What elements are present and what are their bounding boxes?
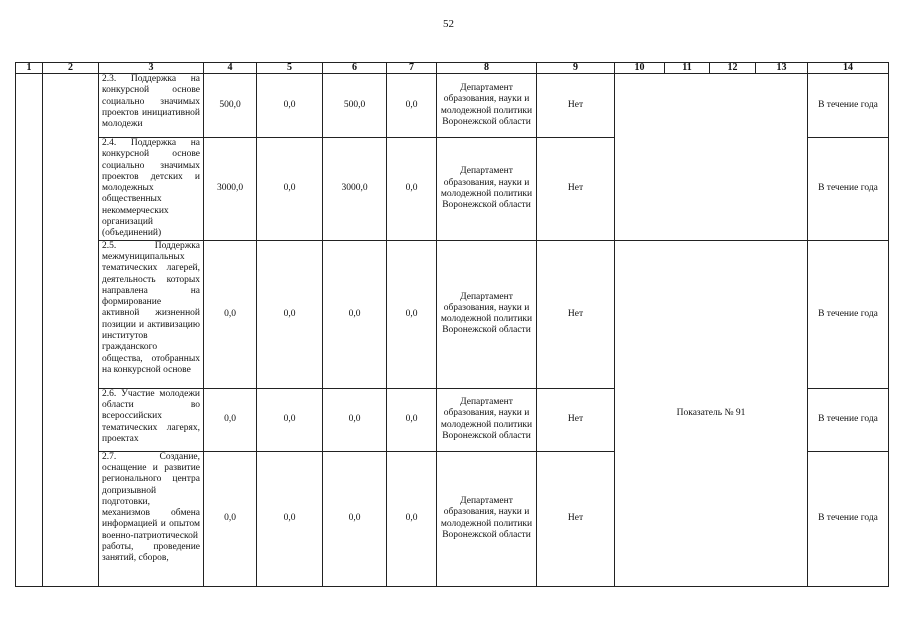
measure-description: 2.3. Поддержка на конкурсной основе социально значимых проектов инициативной молодежи (99, 74, 204, 138)
value-col7: 0,0 (387, 240, 437, 388)
header-cell: 7 (387, 63, 437, 74)
responsible-department: Департамент образования, науки и молодежной политики Воронежской области (437, 451, 537, 586)
term-cell: В течение года (808, 451, 889, 586)
value-col5: 0,0 (257, 74, 323, 138)
value-col6: 0,0 (323, 240, 387, 388)
indicator-cell: Показатель № 91 (615, 240, 808, 586)
table-header (16, 63, 889, 74)
measure-description: 2.4. Поддержка на конкурсной основе социально значимых проектов детских и молодежных общественных некоммерческих организаций (объединений) (99, 138, 204, 241)
header-cell: 3 (99, 63, 204, 74)
value-col5: 0,0 (257, 388, 323, 451)
col2-cell (43, 74, 99, 587)
measure-description: 2.6. Участие молодежи области во всероссийских тематических лагерях, проектах (99, 388, 204, 451)
value-col9: Нет (537, 74, 615, 138)
indicator-blank-cell (615, 74, 808, 241)
header-cell: 5 (257, 63, 323, 74)
program-table (15, 62, 889, 587)
value-col5: 0,0 (257, 138, 323, 241)
value-col6: 3000,0 (323, 138, 387, 241)
value-col9: Нет (537, 138, 615, 241)
header-cell: 6 (323, 63, 387, 74)
responsible-department: Департамент образования, науки и молодежной политики Воронежской области (437, 74, 537, 138)
value-col7: 0,0 (387, 388, 437, 451)
value-col6: 0,0 (323, 451, 387, 586)
value-col7: 0,0 (387, 451, 437, 586)
value-col7: 0,0 (387, 138, 437, 241)
header-cell: 8 (437, 63, 537, 74)
table-row (16, 240, 889, 388)
value-col4: 0,0 (204, 451, 257, 586)
measure-description: 2.7. Создание, оснащение и развитие регионального центра допризывной подготовки, механизмов обмена информацией и опытом военно-патриотической работы, проведение занятий, сборов, (99, 451, 204, 586)
header-cell: 11 (665, 63, 710, 74)
header-cell: 14 (808, 63, 889, 74)
header-cell: 12 (710, 63, 756, 74)
term-cell: В течение года (808, 74, 889, 138)
header-cell: 10 (615, 63, 665, 74)
header-cell: 1 (16, 63, 43, 74)
value-col6: 0,0 (323, 388, 387, 451)
value-col9: Нет (537, 451, 615, 586)
value-col4: 0,0 (204, 388, 257, 451)
measure-description: 2.5. Поддержка межмуниципальных тематических лагерей, деятельность которых направлена на формирование активной жизненной позиции и активизацию институтов гражданского общества, отобранных на конкурсной основе (99, 240, 204, 388)
col1-cell (16, 74, 43, 587)
value-col5: 0,0 (257, 451, 323, 586)
table-row (16, 74, 889, 138)
value-col4: 0,0 (204, 240, 257, 388)
header-cell: 2 (43, 63, 99, 74)
page-number: 52 (443, 18, 454, 30)
value-col6: 500,0 (323, 74, 387, 138)
value-col4: 3000,0 (204, 138, 257, 241)
value-col9: Нет (537, 240, 615, 388)
header-cell: 9 (537, 63, 615, 74)
value-col5: 0,0 (257, 240, 323, 388)
term-cell: В течение года (808, 388, 889, 451)
term-cell: В течение года (808, 240, 889, 388)
responsible-department: Департамент образования, науки и молодежной политики Воронежской области (437, 240, 537, 388)
responsible-department: Департамент образования, науки и молодежной политики Воронежской области (437, 138, 537, 241)
value-col4: 500,0 (204, 74, 257, 138)
header-cell: 13 (756, 63, 808, 74)
value-col7: 0,0 (387, 74, 437, 138)
value-col9: Нет (537, 388, 615, 451)
term-cell: В течение года (808, 138, 889, 241)
header-cell: 4 (204, 63, 257, 74)
responsible-department: Департамент образования, науки и молодежной политики Воронежской области (437, 388, 537, 451)
